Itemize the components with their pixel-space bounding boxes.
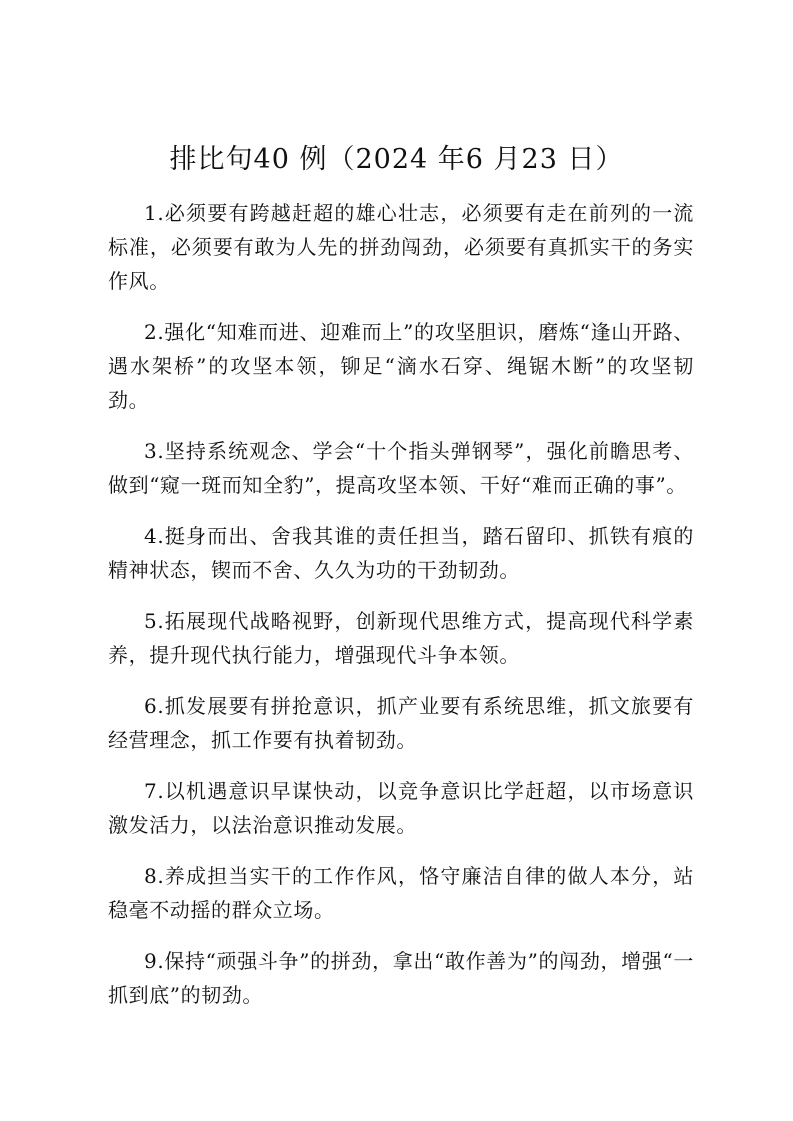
paragraph-4: 4.挺身而出、舍我其谁的责任担当，踏石留印、抓铁有痕的精神状态，锲而不舍、久久为功的干劲韧劲。	[108, 524, 694, 582]
paragraph-7: 7.以机遇意识早谋快动，以竞争意识比学赶超，以市场意识激发活力，以法治意识推动发展。	[108, 779, 694, 837]
paragraph-9: 9.保持“顽强斗争”的拼劲，拿出“敢作善为”的闯劲，增强“一抓到底”的韧劲。	[108, 949, 694, 1007]
document-body	[108, 196, 694, 1029]
document-title: 排比句40 例（2024 年6 月23 日）	[169, 144, 624, 175]
paragraph-8: 8.养成担当实干的工作作风，恪守廉洁自律的做人本分，站稳毫不动摇的群众立场。	[108, 864, 694, 922]
paragraph-6: 6.抓发展要有拼抢意识，抓产业要有系统思维，抓文旅要有经营理念，抓工作要有执着韧劲。	[108, 694, 694, 752]
paragraph-5: 5.拓展现代战略视野，创新现代思维方式，提高现代科学素养，提升现代执行能力，增强现代斗争本领。	[108, 609, 694, 667]
paragraph-1: 1.必须要有跨越赶超的雄心壮志，必须要有走在前列的一流标准，必须要有敢为人先的拼劲闯劲，必须要有真抓实干的务实作风。	[108, 201, 694, 293]
paragraph-3: 3.坚持系统观念、学会“十个指头弹钢琴”，强化前瞻思考、做到“窥一斑而知全豹”，提高攻坚本领、干好“难而正确的事”。	[108, 439, 694, 497]
paragraph-2: 2.强化“知难而进、迎难而上”的攻坚胆识，磨炼“逢山开路、遇水架桥”的攻坚本领，铆足“滴水石穿、绳锯木断”的攻坚韧劲。	[108, 320, 694, 412]
